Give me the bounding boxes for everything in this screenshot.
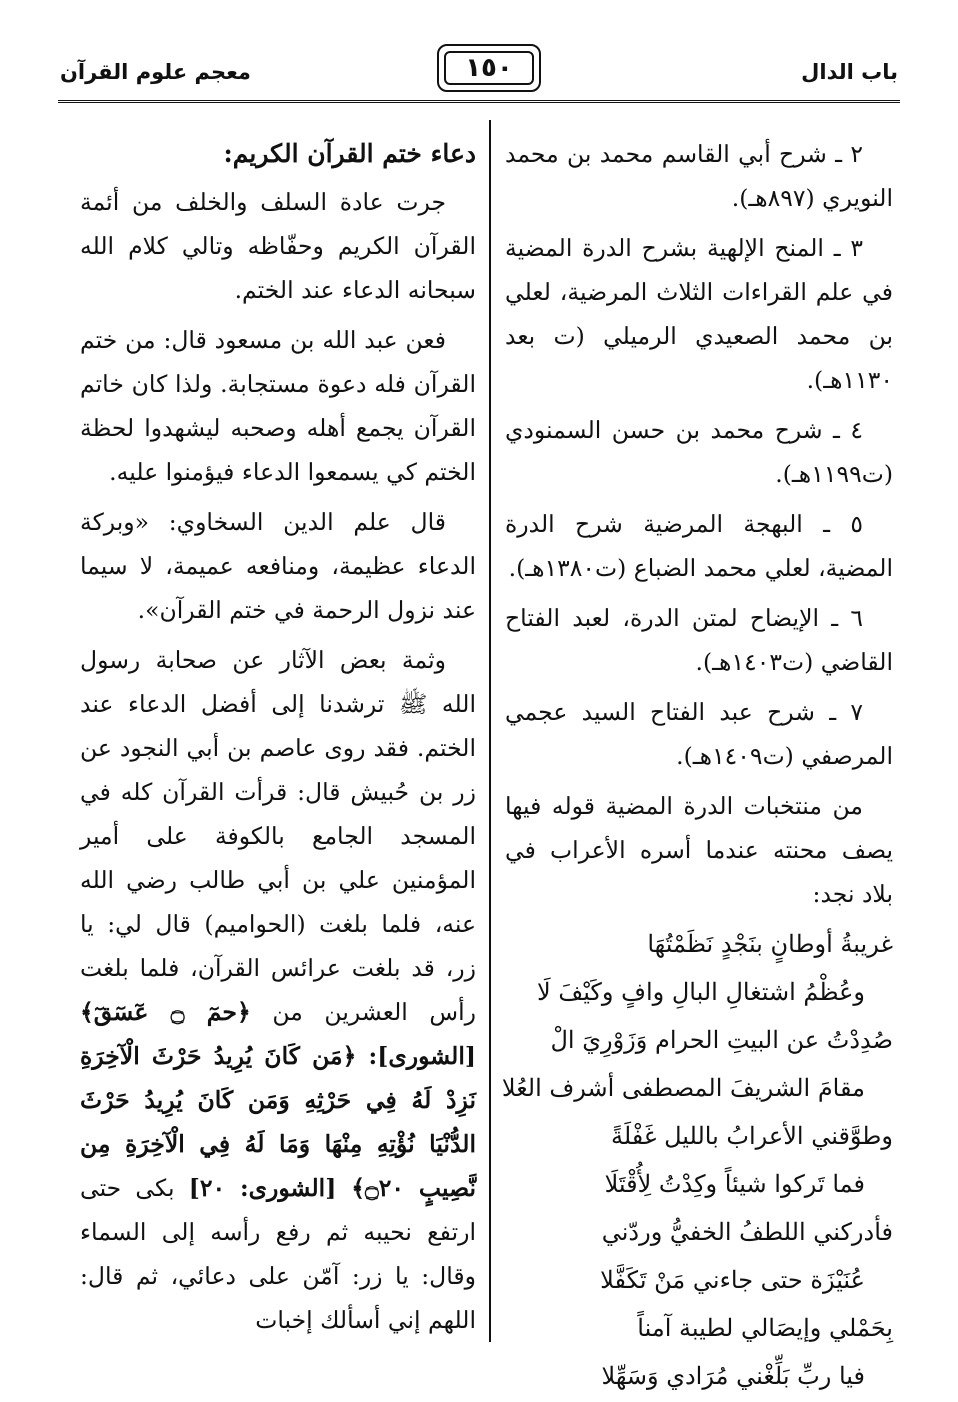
chapter-title: باب الدال — [801, 60, 898, 84]
book-title: معجم علوم القرآن — [60, 60, 251, 84]
quran-citation: ﴿حمٓ ۝ عٓسٓقٓ﴾ [الشورى]: ﴿مَن كَانَ يُرِيدُ حَرْثَ الْآخِرَةِ نَزِدْ لَهُ فِي حَرْثِهِ وَمَن كَانَ يُرِيدُ حَرْثَ الدُّنْيَا نُؤْتِهِ مِنْهَا وَمَا لَهُ فِي الْآخِرَةِ مِن نَّصِيبٍ ۝٢٠﴾ [الشورى: ٢٠] — [80, 998, 476, 1202]
paragraph — [80, 638, 476, 1342]
paragraph: قال علم الدين السخاوي: «وبركة الدعاء عظيمة، ومنافعه عميمة، لا سيما عند نزول الرحمة في ختم القرآن». — [80, 508, 476, 624]
left-column — [80, 132, 476, 1348]
paragraph: جرت عادة السلف والخلف من أئمة القرآن الكريم وحفّاظه وتالي كلام الله سبحانه الدعاء عند الختم. — [80, 188, 476, 304]
list-item-2: ٢ ـ شرح أبي القاسم محمد بن محمد النويري (٨٩٧هـ). — [505, 140, 893, 212]
list-item-6: ٦ ـ الإيضاح لمتن الدرة، لعبد الفتاح القاضي (ت١٤٠٣هـ). — [505, 604, 893, 676]
poem-verse: فأدركني اللطفُ الخفيُّ وردّني — [601, 1218, 893, 1246]
list-item-7: ٧ ـ شرح عبد الفتاح السيد عجمي المرصفي (ت١٤٠٩هـ). — [505, 698, 893, 770]
list-item-3: ٣ ـ المنح الإلهية بشرح الدرة المضية في علم القراءات الثلاث المرضية، لعلي بن محمد الصعيدي الرميلي (ت بعد ١١٣٠هـ). — [505, 234, 893, 394]
paragraph-text: بكى حتى ارتفع نحيبه ثم رفع رأسه إلى السماء وقال: يا زر: آمّن على دعائي، ثم قال: اللهم إني أسألك إخبات — [80, 1174, 476, 1334]
header-rule — [58, 100, 900, 103]
section-heading: دعاء ختم القرآن الكريم: — [223, 139, 476, 168]
column-divider — [489, 120, 491, 1342]
paragraph: فعن عبد الله بن مسعود قال: من ختم القرآن فله دعوة مستجابة. ولذا كان خاتم القرآن يجمع أهله وصحبه ليشهدوا لحظة الختم كي يسمعوا الدعاء فيؤمنوا عليه. — [80, 326, 476, 486]
poem-verse: وطوَّقني الأعرابُ بالليل غَفْلَةً — [610, 1122, 893, 1150]
list-item-4: ٤ ـ شرح محمد بن حسن السمنودي (ت١١٩٩هـ). — [505, 416, 893, 488]
poem-verse: عُنَيْزَة حتى جاءني مَنْ تَكَفَّلا — [600, 1266, 865, 1294]
poem-verse: فما تَركوا شيئاً وكِدْتُ لِأُقْتَلَا — [604, 1170, 865, 1198]
poem-verse: مقامَ الشريفَ المصطفى أشرف العُلا — [501, 1074, 865, 1102]
paragraph-text: وثمة بعض الآثار عن صحابة رسول الله ﷺ ترشدنا إلى أفضل الدعاء عند الختم. فقد روى عاصم بن أبي النجود عن زر بن حُبيش قال: قرأت القرآن كله في المسجد الجامع بالكوفة على أمير المؤمنين علي بن أبي طالب رضي الله عنه، فلما بلغت (الحواميم) قال لي: يا زر، قد بلغت عرائس القرآن، فلما بلغت رأس العشرين من — [80, 646, 476, 1026]
list-item-5: ٥ ـ البهجة المرضية شرح الدرة المضية، لعلي محمد الضباع (ت١٣٨٠هـ). — [505, 510, 893, 582]
poem-verse: غريبةُ أوطانٍ بنَجْدٍ نَظَمْتُهَا — [647, 930, 893, 958]
page-number: ١٥٠ — [465, 53, 513, 83]
poem-intro: من منتخبات الدرة المضية قوله فيها يصف محنته عندما أسره الأعراب في بلاد نجد: — [505, 792, 893, 908]
poem-verse: فيا ربِّ بَلِّغْني مُرَادي وَسَهِّلا — [601, 1362, 865, 1390]
poem-verse: وعُظْمُ اشتغالِ البالِ وافٍ وكَيْفَ لَا — [537, 978, 865, 1006]
poem-verse: صُدِدْتُ عن البيتِ الحرام وَزَوْرِيَ الْ — [550, 1026, 893, 1054]
poem-verse: بِحَمْلي وإيصَالي لطيبة آمناً — [637, 1314, 893, 1342]
right-column — [501, 132, 893, 1402]
page-number-frame — [437, 44, 541, 92]
